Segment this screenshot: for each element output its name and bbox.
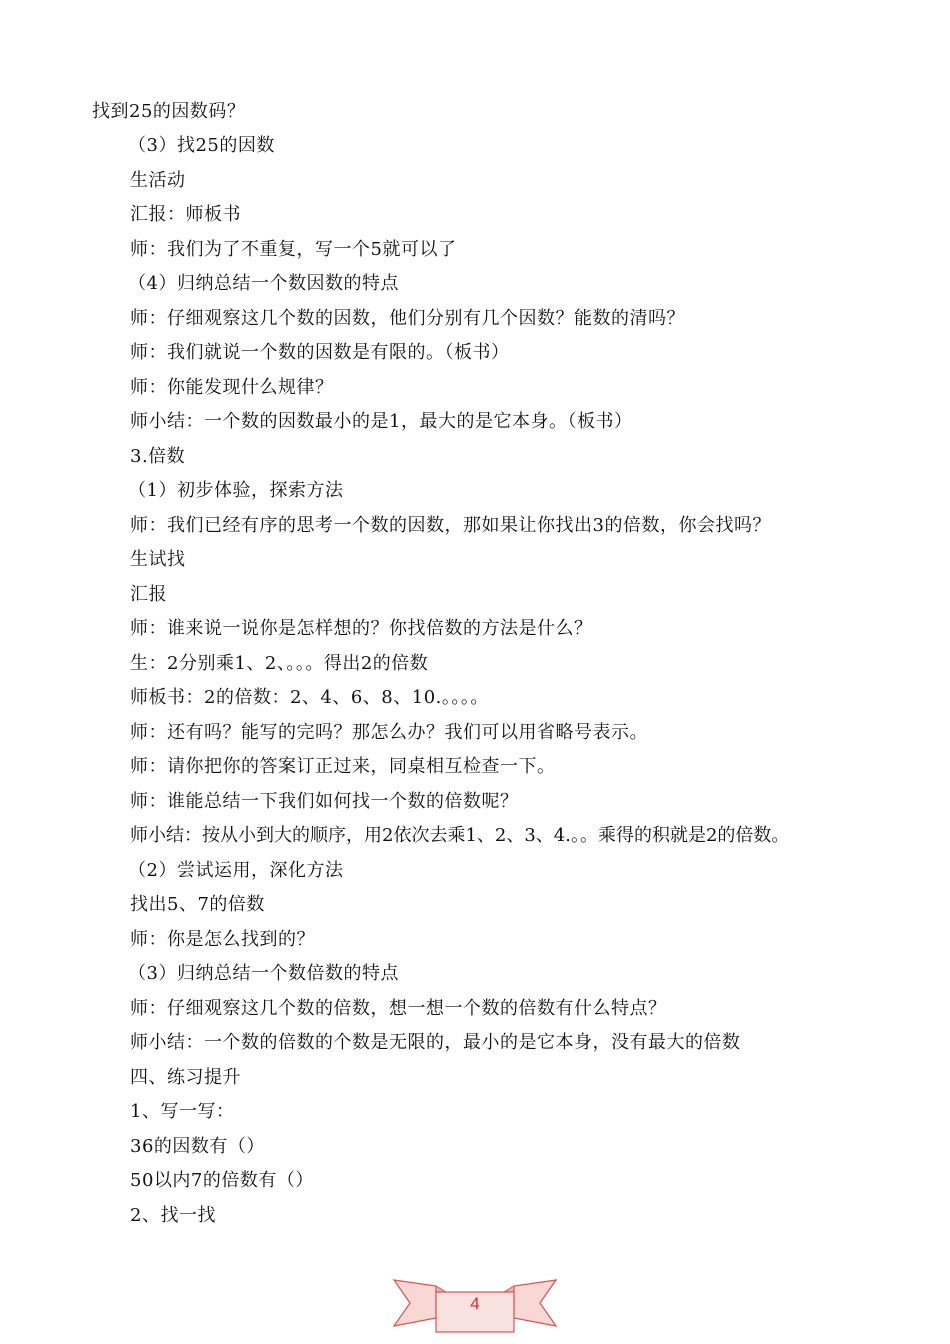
text-line: 师小结：按从小到大的顺序，用2依次去乘1、2、3、4.。。乘得的积就是2的倍数。	[130, 825, 790, 846]
text-line: 汇报：师板书	[130, 204, 241, 225]
text-line: （1）初步体验，探索方法	[128, 480, 344, 501]
text-line: 36的因数有（）	[130, 1136, 265, 1157]
text-line: 师：还有吗？能写的完吗？那怎么办？我们可以用省略号表示。	[130, 722, 648, 743]
text-line: 50以内7的倍数有（）	[130, 1170, 314, 1191]
text-line: 师：谁能总结一下我们如何找一个数的倍数呢？	[130, 791, 519, 812]
text-line: 师：仔细观察这几个数的因数，他们分别有几个因数？能数的清吗？	[130, 308, 685, 329]
page-number: 4	[470, 1294, 480, 1313]
text-line: 师：仔细观察这几个数的倍数，想一想一个数的倍数有什么特点？	[130, 998, 667, 1019]
text-line: 找出5、7的倍数	[130, 894, 265, 915]
text-line: （4）归纳总结一个数因数的特点	[128, 273, 399, 294]
text-line: （3）归纳总结一个数倍数的特点	[128, 963, 399, 984]
text-line: 师：我们为了不重复，写一个5就可以了	[130, 239, 457, 260]
text-line: 师：你是怎么找到的？	[130, 929, 315, 950]
text-line: （3）找25的因数	[128, 135, 275, 156]
text-line: 四、练习提升	[130, 1067, 241, 1088]
text-line: 师：请你把你的答案订正过来，同桌相互检查一下。	[130, 756, 556, 777]
text-line: 汇报	[130, 584, 167, 605]
text-line: 找到25的因数码？	[92, 101, 246, 122]
text-line: 1、写一写：	[130, 1101, 235, 1122]
text-line: 师板书：2的倍数：2、4、6、8、10.。。。。	[130, 687, 489, 708]
text-line: 师：你能发现什么规律？	[130, 377, 334, 398]
text-line: 师：我们已经有序的思考一个数的因数，那如果让你找出3的倍数，你会找吗？	[130, 515, 771, 536]
text-line: 师：谁来说一说你是怎样想的？你找倍数的方法是什么？	[130, 618, 593, 639]
text-line: 2、找一找	[130, 1205, 216, 1226]
text-line: 生活动	[130, 170, 186, 191]
page-footer-ribbon	[392, 1272, 558, 1336]
text-line: 生试找	[130, 549, 186, 570]
text-line: 师小结：一个数的因数最小的是1，最大的是它本身。（板书）	[130, 411, 633, 432]
text-line: 生：2分别乘1、2、。。。得出2的倍数	[130, 653, 429, 674]
text-line: 师小结：一个数的倍数的个数是无限的，最小的是它本身，没有最大的倍数	[130, 1032, 741, 1053]
text-line: （2）尝试运用，深化方法	[128, 860, 344, 881]
text-line: 师：我们就说一个数的因数是有限的。（板书）	[130, 342, 510, 363]
text-line: 3.倍数	[130, 446, 186, 467]
